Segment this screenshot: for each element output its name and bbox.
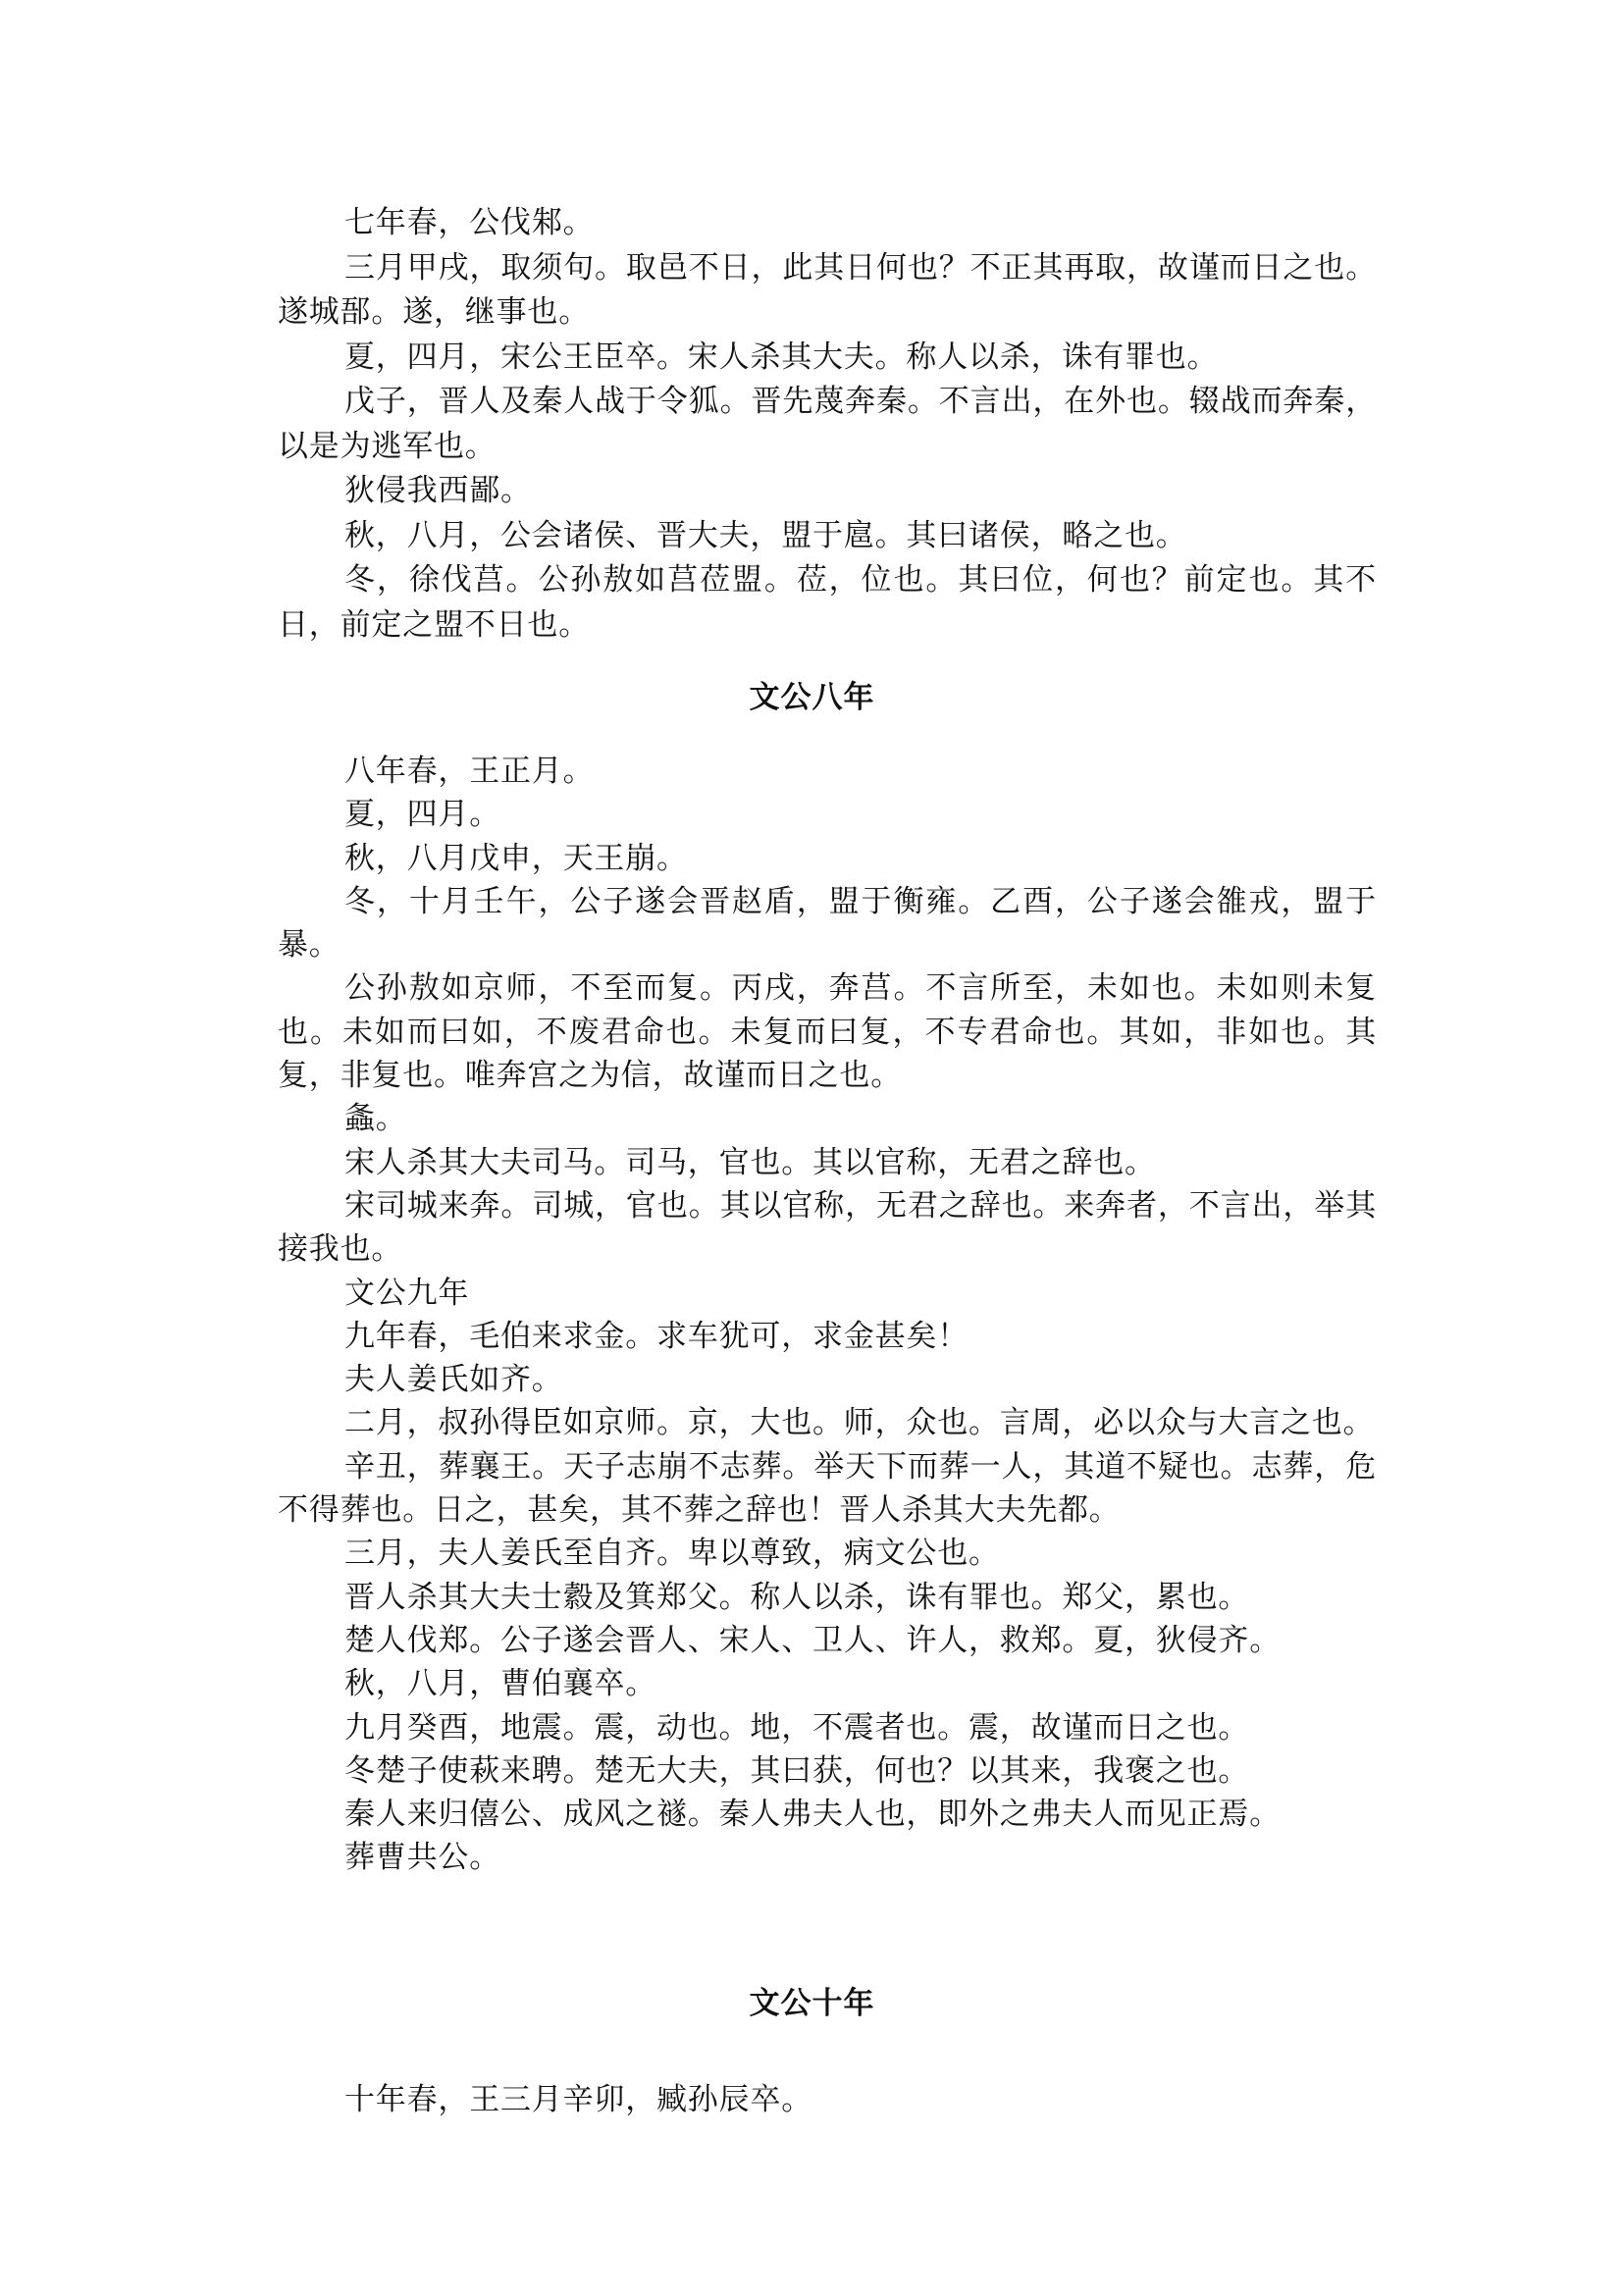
section-10-text	[278, 2078, 1377, 2123]
paragraph: 秋，八月，公会诸侯、晋大夫，盟于扈。其曰诸侯，略之也。	[344, 517, 1187, 553]
paragraph: 葬曹共公。	[344, 1840, 500, 1876]
paragraph: 宋人杀其大夫司马。司马，官也。其以官称，无君之辞也。	[344, 1144, 1156, 1180]
paragraph: 螽。	[344, 1101, 407, 1137]
paragraph: 冬，十月壬午，公子遂会晋赵盾，盟于衡雍。乙酉，公子遂会雒戎，盟于暴。	[278, 883, 1377, 964]
paragraph: 三月甲戌，取须句。取邑不日，此其日何也？不正其再取，故谨而日之也。遂城郚。遂，继事也。	[278, 249, 1377, 330]
section-8-text	[278, 750, 1377, 1880]
paragraph: 狄侵我西鄙。	[344, 473, 532, 508]
paragraph: 三月，夫人姜氏至自齐。卑以尊致，病文公也。	[344, 1536, 1000, 1572]
section-7-text	[278, 201, 1377, 648]
paragraph: 冬楚子使萩来聘。楚无大夫，其曰获，何也？以其来，我褒之也。	[344, 1752, 1250, 1789]
paragraph: 楚人伐郑。公子遂会晋人、宋人、卫人、许人，救郑。夏，狄侵齐。	[344, 1622, 1281, 1658]
paragraph: 辛丑，葬襄王。天子志崩不志葬。举天下而葬一人，其道不疑也。志葬，危不得葬也。日之，甚矣，其不葬之辞也！晋人杀其大夫先都。	[278, 1448, 1377, 1529]
paragraph: 二月，叔孙得臣如京师。京，大也。师，众也。言周，必以众与大言之也。	[344, 1405, 1375, 1441]
paragraph: 九年春，毛伯来求金。求车犹可，求金甚矣！	[344, 1318, 969, 1354]
paragraph: 夏，四月。	[344, 797, 500, 833]
paragraph: 七年春，公伐邾。	[344, 205, 595, 240]
section-heading: 文公十年	[749, 1986, 875, 2021]
paragraph: 秋，八月戊申，天王崩。	[344, 840, 688, 876]
paragraph: 八年春，王正月。	[344, 754, 595, 789]
paragraph: 夫人姜氏如齐。	[344, 1362, 563, 1398]
paragraph: 秦人来归僖公、成风之禭。秦人弗夫人也，即外之弗夫人而见正焉。	[344, 1797, 1281, 1833]
inline-subheading: 文公九年	[344, 1275, 470, 1311]
paragraph: 公孙敖如京师，不至而复。丙戌，奔莒。不言所至，未如也。未如则未复也。未如而曰如，不废君命也。未复而曰复，不专君命也。其如，非如也。其复，非复也。唯奔宫之为信，故谨而日之也。	[278, 970, 1377, 1094]
paragraph: 冬，徐伐莒。公孙敖如莒莅盟。莅，位也。其曰位，何也？前定也。其不日，前定之盟不日也。	[278, 562, 1377, 643]
paragraph: 夏，四月，宋公王臣卒。宋人杀其大夫。称人以杀，诛有罪也。	[344, 339, 1219, 375]
paragraph: 九月癸酉，地震。震，动也。地，不震者也。震，故谨而日之也。	[344, 1709, 1250, 1746]
paragraph: 戊子，晋人及秦人战于令狐。晋先蔑奔秦。不言出，在外也。辍战而奔秦，以是为逃军也。	[278, 384, 1377, 464]
paragraph: 秋，八月，曹伯襄卒。	[344, 1666, 656, 1702]
paragraph: 十年春，王三月辛卯，臧孙辰卒。	[344, 2082, 812, 2117]
paragraph: 晋人杀其大夫士縠及箕郑父。称人以杀，诛有罪也。郑父，累也。	[344, 1579, 1250, 1615]
section-heading: 文公八年	[749, 680, 875, 715]
paragraph: 宋司城来奔。司城，官也。其以官称，无君之辞也。来奔者，不言出，举其接我也。	[278, 1187, 1377, 1268]
